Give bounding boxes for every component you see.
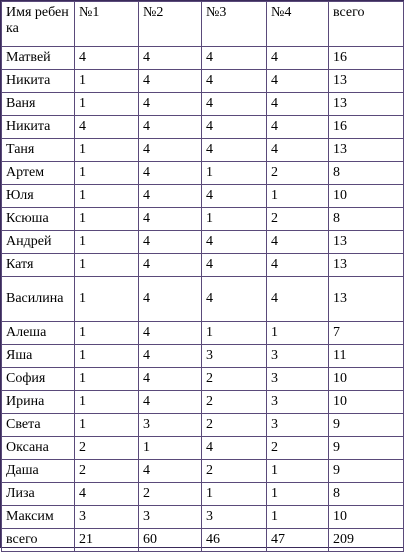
score-cell: 1 [267,460,329,483]
header-cell: №4 [267,2,329,47]
score-cell: 60 [139,529,202,552]
score-cell: 13 [329,277,404,322]
score-cell: 3 [267,414,329,437]
score-cell: 3 [139,414,202,437]
score-cell: 4 [139,322,202,345]
score-cell: 13 [329,254,404,277]
score-cell: 16 [329,47,404,70]
score-cell: 4 [202,47,267,70]
score-cell: 1 [75,277,139,322]
score-cell: 7 [329,322,404,345]
score-cell: 4 [139,231,202,254]
score-cell: 3 [267,345,329,368]
score-cell: 2 [75,437,139,460]
score-cell: 4 [202,139,267,162]
score-cell: 4 [75,483,139,506]
score-cell: 4 [139,162,202,185]
table-row [2,414,404,437]
score-cell: 1 [202,322,267,345]
score-cell: 1 [75,139,139,162]
table-row [2,529,404,552]
score-cell: 1 [267,322,329,345]
score-cell: 4 [202,437,267,460]
name-cell: Яша [2,345,75,368]
score-cell: 9 [329,437,404,460]
score-cell: 4 [139,116,202,139]
score-cell: 1 [75,414,139,437]
score-cell: 2 [202,414,267,437]
score-cell: 4 [202,70,267,93]
score-cell: 4 [202,254,267,277]
name-cell: Василина [2,277,75,322]
score-cell: 1 [75,70,139,93]
score-cell: 1 [267,483,329,506]
score-cell: 4 [139,185,202,208]
score-cell: 4 [139,460,202,483]
score-cell: 4 [139,70,202,93]
name-cell: Света [2,414,75,437]
score-cell: 3 [202,506,267,529]
name-cell: Ваня [2,93,75,116]
score-cell: 47 [267,529,329,552]
score-cell: 4 [139,139,202,162]
score-cell: 10 [329,368,404,391]
score-cell: 1 [75,93,139,116]
header-cell: всего [329,2,404,47]
score-cell: 9 [329,414,404,437]
score-cell: 4 [139,368,202,391]
score-cell: 1 [75,162,139,185]
score-cell: 4 [202,93,267,116]
score-cell: 4 [75,116,139,139]
name-cell: Ирина [2,391,75,414]
name-cell: Андрей [2,231,75,254]
score-cell: 1 [202,208,267,231]
score-cell: 1 [75,254,139,277]
score-cell: 4 [75,47,139,70]
name-cell: Катя [2,254,75,277]
score-cell: 4 [267,93,329,116]
score-cell: 3 [267,391,329,414]
name-cell: Матвей [2,47,75,70]
score-cell: 4 [267,70,329,93]
score-cell: 4 [267,277,329,322]
score-cell: 2 [267,162,329,185]
score-cell: 4 [139,208,202,231]
score-cell: 2 [202,460,267,483]
score-cell: 1 [202,483,267,506]
score-cell: 1 [139,437,202,460]
score-cell: 4 [139,391,202,414]
header-row [2,2,404,47]
table-row [2,345,404,368]
score-cell: 4 [267,254,329,277]
score-cell: 8 [329,483,404,506]
header-cell: №1 [75,2,139,47]
header-cell: №2 [139,2,202,47]
score-cell: 8 [329,208,404,231]
score-cell: 8 [329,162,404,185]
table-row [2,254,404,277]
score-cell: 13 [329,93,404,116]
table-row [2,277,404,322]
score-cell: 4 [202,277,267,322]
score-cell: 3 [267,368,329,391]
name-cell: Максим [2,506,75,529]
name-cell: Даша [2,460,75,483]
score-cell: 1 [75,368,139,391]
score-cell: 1 [75,185,139,208]
table-row [2,116,404,139]
score-cell: 1 [267,185,329,208]
score-cell: 4 [202,185,267,208]
table-row [2,368,404,391]
score-cell: 3 [139,506,202,529]
name-cell: Никита [2,70,75,93]
table-row [2,162,404,185]
header-cell-name: Имя ребенка [2,2,75,47]
table-row [2,322,404,345]
name-cell: Юля [2,185,75,208]
score-cell: 2 [202,391,267,414]
name-cell: Таня [2,139,75,162]
score-cell: 1 [202,162,267,185]
score-cell: 4 [139,277,202,322]
score-cell: 4 [267,47,329,70]
score-cell: 4 [267,139,329,162]
table-row [2,47,404,70]
table-row [2,460,404,483]
score-cell: 2 [75,460,139,483]
score-cell: 21 [75,529,139,552]
score-cell: 2 [267,208,329,231]
score-cell: 4 [202,231,267,254]
name-cell: Никита [2,116,75,139]
name-cell: Алеша [2,322,75,345]
name-cell: всего [2,529,75,552]
score-cell: 1 [75,391,139,414]
score-cell: 4 [139,93,202,116]
score-cell: 4 [139,254,202,277]
score-cell: 13 [329,70,404,93]
score-cell: 4 [202,116,267,139]
table-row [2,483,404,506]
table-row [2,93,404,116]
score-cell: 3 [75,506,139,529]
score-cell: 2 [267,437,329,460]
name-cell: София [2,368,75,391]
score-cell: 46 [202,529,267,552]
score-cell: 10 [329,506,404,529]
table-row [2,208,404,231]
table-row [2,70,404,93]
score-cell: 1 [75,208,139,231]
score-cell: 10 [329,391,404,414]
score-cell: 209 [329,529,404,552]
score-cell: 4 [267,231,329,254]
score-cell: 2 [139,483,202,506]
name-cell: Оксана [2,437,75,460]
score-cell: 16 [329,116,404,139]
score-table [1,1,404,552]
score-cell: 1 [267,506,329,529]
table-row [2,506,404,529]
name-cell: Ксюша [2,208,75,231]
score-cell: 10 [329,185,404,208]
score-cell: 13 [329,231,404,254]
score-cell: 3 [202,345,267,368]
score-cell: 9 [329,460,404,483]
score-cell: 4 [267,116,329,139]
header-cell: №3 [202,2,267,47]
score-cell: 4 [139,47,202,70]
table-row [2,139,404,162]
table-row [2,231,404,254]
table-row [2,185,404,208]
score-cell: 4 [139,345,202,368]
score-cell: 1 [75,345,139,368]
score-cell: 13 [329,139,404,162]
name-cell: Лиза [2,483,75,506]
name-cell: Артем [2,162,75,185]
score-cell: 1 [75,322,139,345]
table-row [2,391,404,414]
score-cell: 11 [329,345,404,368]
score-cell: 1 [75,231,139,254]
score-cell: 2 [202,368,267,391]
table-row [2,437,404,460]
score-table-body [2,2,404,552]
